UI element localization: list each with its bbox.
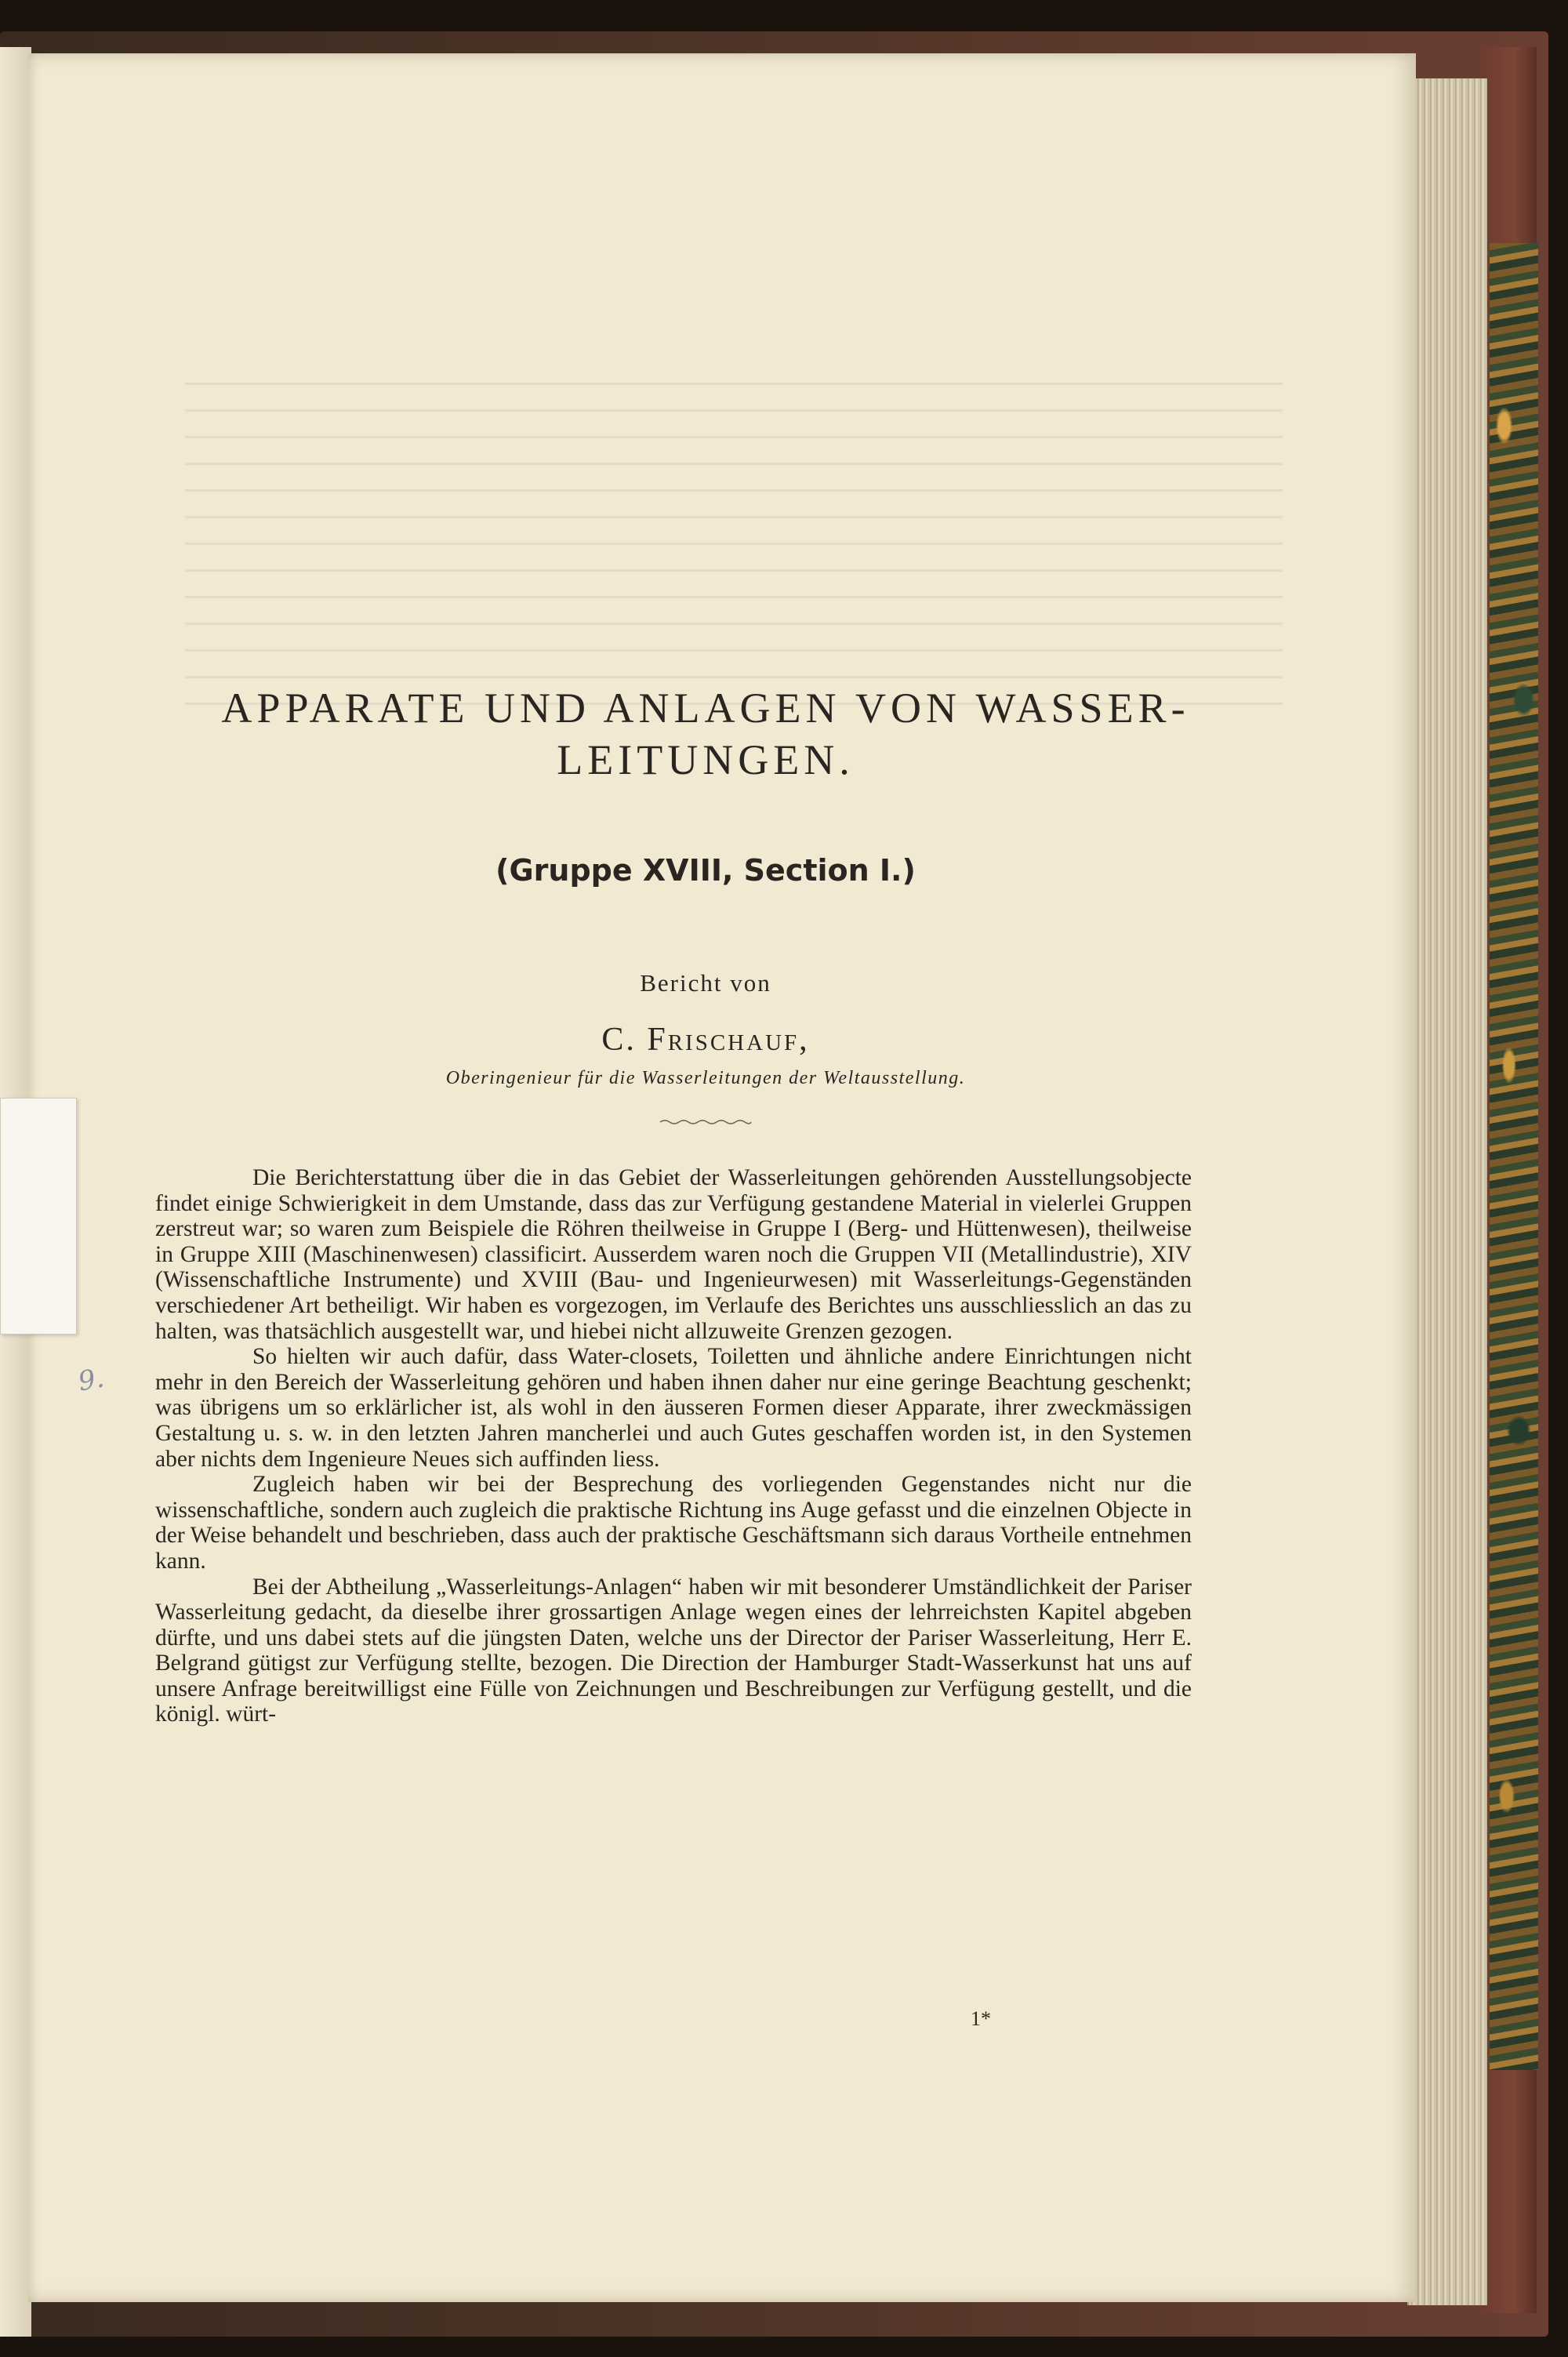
- page-edges: [1407, 78, 1487, 2305]
- marbled-endpaper: [1490, 243, 1538, 2070]
- report-label: Bericht von: [640, 969, 771, 997]
- signature-mark: 1*: [971, 2007, 991, 2030]
- paragraph: So hielten wir auch dafür, dass Water-closets, Toiletten und ähnliche andere Einrichtungen nicht mehr in den Bereich der Wasserleitung gehören und haben ihnen daher nur eine geringe Beachtung geschenkt; was übrigens um so erklärlicher ist, als wohl in den äusseren Formen dieser Apparate, ihrer zweckmässigen Gestaltung u. s. w. in den letzten Jahren mancherlei und auch Gutes geschaffen worden ist, in den Systemen aber nichts dem Ingenieure Neues sich auffinden liess.: [155, 1344, 1192, 1472]
- page-title: APPARATE UND ANLAGEN VON WASSER-LEITUNGEN.: [221, 685, 1190, 783]
- ornament-divider: [659, 1118, 753, 1126]
- paragraph: Die Berichterstattung über die in das Gebiet der Wasserleitungen gehörenden Ausstellungsobjecte findet einige Schwierigkeit in dem Umstande, dass das zur Verfügung gestandene Material in vielerlei Gruppen zerstreut war; so waren zum Beispiele die Röhren theilweise in Gruppe I (Berg- und Hüttenwesen), theilweise in Gruppe XIII (Maschinenwesen) classificirt. Ausserdem waren noch die Gruppen VII (Metallindustrie), XIV (Wissenschaftliche Instrumente) und XVIII (Bau- und Ingenieurwesen) mit Wasserleitungs-Gegenständen verschiedener Art betheiligt. Wir haben es vorgezogen, im Verlaufe des Berichtes uns ausschliesslich an das zu halten, was thatsächlich ausgestellt war, und hiebei nicht allzuweite Grenzen gezogen.: [155, 1165, 1192, 1344]
- paragraph: Zugleich haben wir bei der Besprechung des vorliegenden Gegenstandes nicht nur die wissenschaftliche, sondern auch zugleich die praktische Richtung ins Auge gefasst und die einzelnen Objecte in der Weise behandelt und beschrieben, dass auch der praktische Geschäftsmann sich daraus Vortheile entnehmen kann.: [155, 1472, 1192, 1574]
- section-subtitle: (Gruppe XVIII, Section I.): [495, 853, 916, 888]
- author-role: Oberingenieur für die Wasserleitungen der Weltausstellung.: [445, 1068, 966, 1088]
- paragraph: Bei der Abtheilung „Wasserleitungs-Anlagen“ haben wir mit besonderer Umständlichkeit der Pariser Wasserleitung gedacht, da dieselbe ihrer grossartigen Anlage wegen eines der lehrreichsten Kapitel abgeben dürfte, und uns dabei stets auf die jüngsten Daten, welche uns der Director der Pariser Wasserleitung, Herr E. Belgrand gütigst zur Verfügung stellte, bezogen. Die Direction der Hamburger Stadt-Wasserkunst hat uns auf unsere Anfrage bereitwilligst eine Fülle von Zeichnungen und Beschreibungen zur Verfügung gestellt, und die königl. würt-: [155, 1574, 1192, 1727]
- show-through-text: [185, 383, 1283, 712]
- paper-tab: [0, 1098, 77, 1335]
- body-text: [155, 1165, 1192, 1727]
- margin-mark: 9.: [75, 1362, 107, 1398]
- author-name: C. Frischauf,: [601, 1022, 810, 1058]
